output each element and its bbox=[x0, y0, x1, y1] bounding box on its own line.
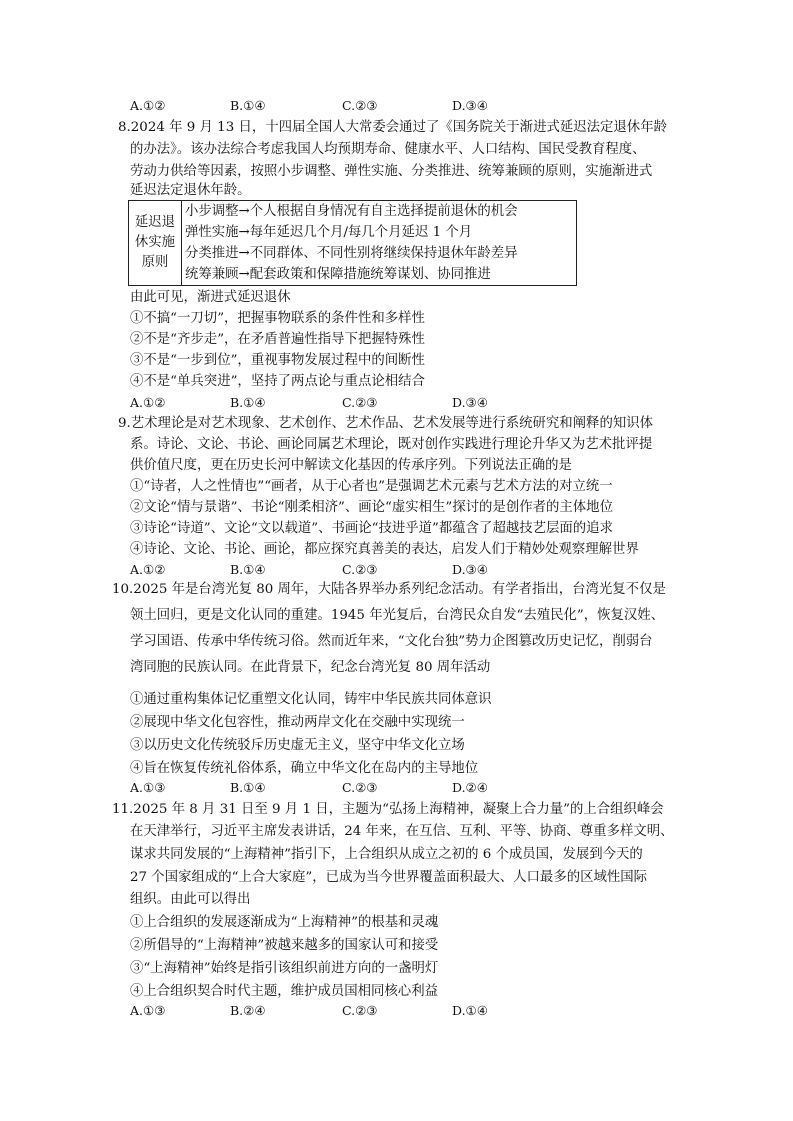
table-row: 分类推进→不同群体、不同性别将继续保持退休年龄差异 bbox=[182, 243, 577, 264]
q11-item: ④上合组织契合时代主题，维护成员国相同核心利益 bbox=[130, 984, 438, 999]
q9-stem-line: 9.艺术理论是对艺术现象、艺术创作、艺术作品、艺术发展等进行系统研究和阐释的知识体 bbox=[118, 416, 654, 431]
option-b: B.①④ bbox=[230, 562, 266, 577]
q11-stem-line: 组织。由此可以得出 bbox=[130, 892, 251, 907]
q8-stem-line: 劳动力供给等因素，按照小步调整、弹性实施、分类推进、统筹兼顾的原则，实施渐进式 bbox=[130, 164, 653, 179]
q9-stem-line: 供价值尺度，更在历史长河中解读文化基因的传承序列。下列说法正确的是 bbox=[130, 458, 572, 473]
option-a: A.①③ bbox=[130, 1003, 166, 1018]
option-a: A.①② bbox=[130, 98, 166, 113]
q10-stem-line: 学习国语、传承中华传统习俗。然而近年来，“文化台独”势力企图篡改历史记忆，削弱台 bbox=[130, 634, 653, 649]
table-row: 弹性实施→每年延迟几个月/每几个月延迟 1 个月 bbox=[182, 222, 577, 243]
option-a: A.①③ bbox=[130, 780, 166, 795]
q11-stem-line: 谋求共同发展的“上海精神”指引下，上合组织从成立之初的 6 个成员国，发展到今天的 bbox=[130, 847, 643, 862]
option-b: B.②④ bbox=[230, 1003, 266, 1018]
option-c: C.②③ bbox=[342, 1003, 378, 1018]
q11-item: ②所倡导的“上海精神”被越来越多的国家认可和接受 bbox=[130, 938, 439, 953]
table-label-line: 延迟退 bbox=[134, 215, 176, 230]
q8-stem-line: 的办法》。该办法综合考虑我国人均预期寿命、健康水平、人口结构、国民受教育程度、 bbox=[130, 142, 646, 157]
table-row: 小步调整→个人根据自身情况有自主选择提前退休的机会 bbox=[182, 201, 577, 223]
q8-item: ②不是“齐步走”，在矛盾普遍性指导下把握特殊性 bbox=[130, 332, 425, 347]
table-label-line: 休实施 bbox=[134, 235, 176, 250]
q9-item: ②文论“情与景谐”、书论“刚柔相济”、画论“虚实相生”探讨的是创作者的主体地位 bbox=[130, 500, 613, 515]
q11-item: ③“上海精神”始终是指引该组织前进方向的一盏明灯 bbox=[130, 961, 439, 976]
q10-item: ④旨在恢复传统礼俗体系，确立中华文化在岛内的主导地位 bbox=[130, 761, 479, 776]
q9-item: ①“诗者，人之性情也”“画者，从于心者也”是强调艺术元素与艺术方法的对立统一 bbox=[130, 479, 613, 494]
q7-options bbox=[130, 97, 530, 115]
q10-item: ③以历史文化传统驳斥历史虚无主义，坚守中华文化立场 bbox=[130, 738, 465, 753]
option-b: B.①④ bbox=[230, 780, 266, 795]
option-a: A.①② bbox=[130, 562, 166, 577]
option-d: D.②④ bbox=[452, 780, 488, 795]
q10-item: ①通过重构集体记忆重塑文化认同，铸牢中华民族共同体意识 bbox=[130, 692, 492, 707]
q10-options bbox=[130, 779, 530, 797]
option-d: D.③④ bbox=[452, 395, 488, 410]
retirement-principles-table bbox=[128, 200, 577, 286]
table-row: 统筹兼顾→配套政策和保障措施统筹谋划、协同推进 bbox=[182, 264, 577, 286]
q10-item: ②展现中华文化包容性，推动两岸文化在交融中实现统一 bbox=[130, 715, 465, 730]
q11-options bbox=[130, 1002, 530, 1020]
q8-stem-line: 延迟法定退休年龄。 bbox=[130, 183, 251, 198]
table-label-cell bbox=[129, 201, 182, 286]
option-d: D.③④ bbox=[452, 562, 488, 577]
option-c: C.②③ bbox=[342, 395, 378, 410]
option-c: C.②③ bbox=[342, 98, 378, 113]
q11-stem-line: 27 个国家组成的“上合大家庭”，已成为当今世界覆盖面积最大、人口最多的区域性国际 bbox=[130, 870, 648, 885]
option-c: C.②③ bbox=[342, 780, 378, 795]
q11-item: ①上合组织的发展逐渐成为“上海精神”的根基和灵魂 bbox=[130, 915, 439, 930]
option-b: B.①④ bbox=[230, 395, 266, 410]
q11-stem-line: 在天津举行，习近平主席发表讲话，24 年来，在互信、互利、平等、协商、尊重多样文明、 bbox=[130, 824, 674, 839]
q9-item: ③诗论“诗道”、文论“文以载道”、书画论“技进乎道”都蕴含了超越技艺层面的追求 bbox=[130, 521, 613, 536]
option-c: C.②③ bbox=[342, 562, 378, 577]
q8-item: ③不是“一步到位”，重视事物发展过程中的间断性 bbox=[130, 353, 425, 368]
q9-item: ④诗论、文论、书论、画论，都应探究真善美的表达，启发人们于精妙处观察理解世界 bbox=[130, 542, 639, 557]
q9-options bbox=[130, 561, 530, 579]
q8-stem-line: 8.2024 年 9 月 13 日，十四届全国人大常委会通过了《国务院关于渐进式延迟法定退休年龄 bbox=[118, 120, 667, 135]
q8-lead: 由此可见，渐进式延迟退休 bbox=[130, 290, 291, 305]
option-d: D.③④ bbox=[452, 98, 488, 113]
q11-stem-line: 11.2025 年 8 月 31 日至 9 月 1 日，主题为“弘扬上海精神，凝聚上合力量”的上合组织峰会 bbox=[112, 802, 664, 817]
option-d: D.①④ bbox=[452, 1003, 488, 1018]
option-b: B.①④ bbox=[230, 98, 266, 113]
option-a: A.①② bbox=[130, 395, 166, 410]
q8-item: ④不是“单兵突进”，坚持了两点论与重点论相结合 bbox=[130, 374, 425, 389]
q8-item: ①不搞“一刀切”，把握事物联系的条件性和多样性 bbox=[130, 311, 425, 326]
q9-stem-line: 系。诗论、文论、书论、画论同属艺术理论，既对创作实践进行理论升华又为艺术批评提 bbox=[130, 437, 653, 452]
table-label-line: 原则 bbox=[141, 255, 169, 270]
q10-stem-line: 10.2025 年是台湾光复 80 周年，大陆各界举办系列纪念活动。有学者指出，台湾光复不仅是 bbox=[112, 582, 666, 597]
q8-options bbox=[130, 394, 530, 412]
q10-stem-line: 湾同胞的民族认同。在此背景下，纪念台湾光复 80 周年活动 bbox=[130, 660, 491, 675]
q10-stem-line: 领土回归，更是文化认同的重建。1945 年光复后，台湾民众自发“去殖民化”，恢复汉姓、 bbox=[130, 608, 665, 623]
